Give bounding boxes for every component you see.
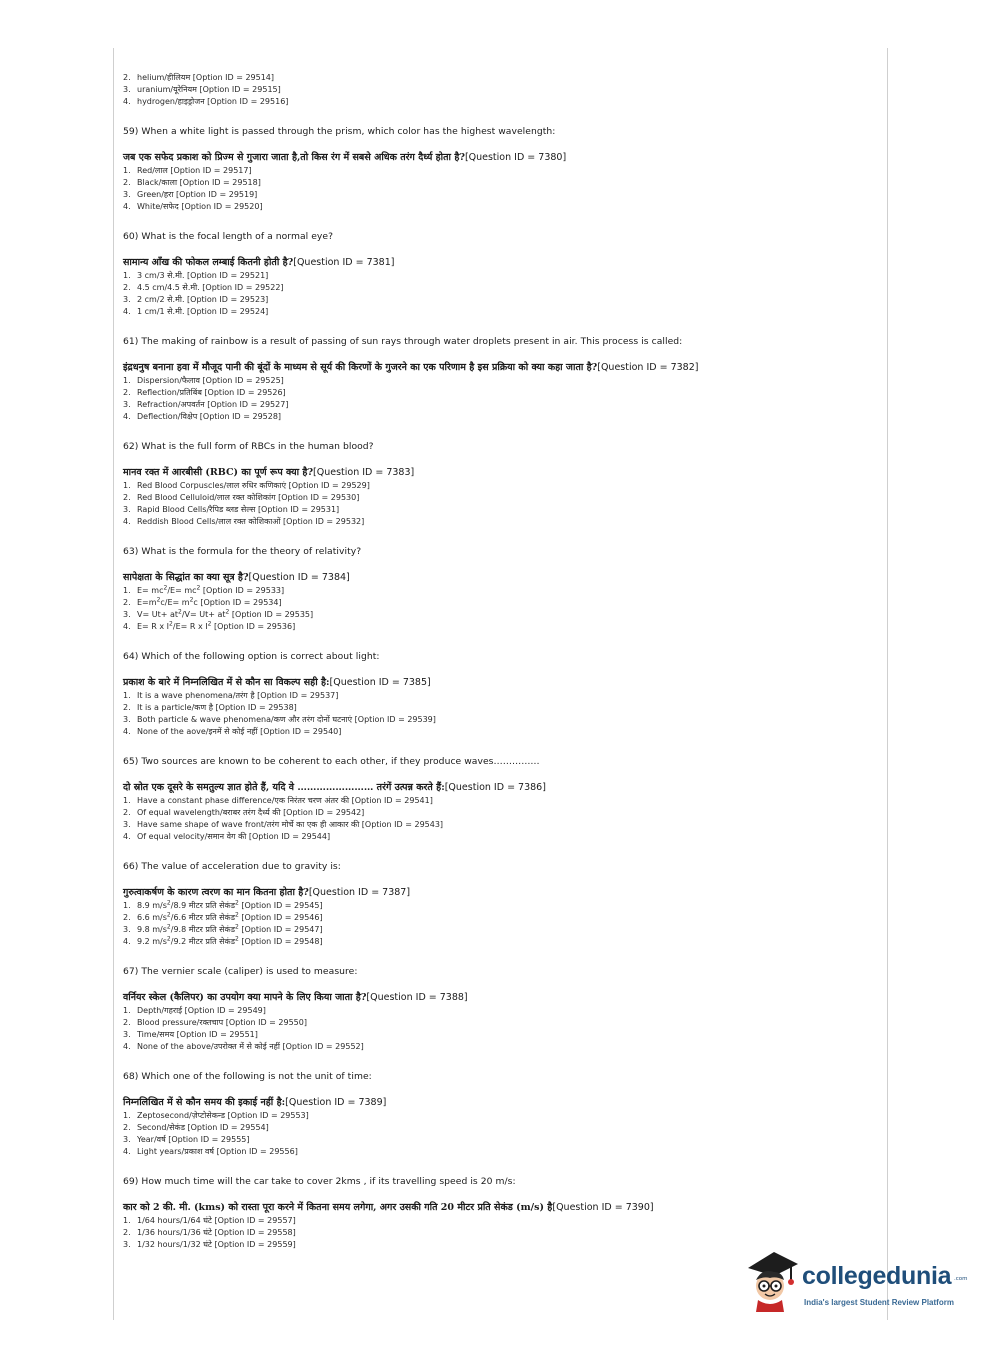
option-number: 3. (123, 400, 131, 409)
hindi-question-text: सापेक्षता के सिद्धांत का क्या सूत्र है? (123, 572, 249, 583)
option-text: Black/काला [Option ID = 29518] (137, 178, 261, 187)
answer-option (123, 270, 883, 282)
option-text: /V= Ut+ at (181, 610, 226, 619)
question-text-hindi (123, 361, 883, 375)
question-text-hindi (123, 886, 883, 900)
answer-option (123, 912, 883, 924)
option-number: 1. (123, 691, 131, 700)
option-text: E= mc (137, 586, 164, 595)
answer-option (123, 831, 883, 843)
answer-option (123, 807, 883, 819)
question-text: 65) Two sources are known to be coherent to each other, if they produce waves…………… (123, 756, 540, 767)
option-text: Both particle & wave phenomena/कण और तरंग दोनों घटनाएं [Option ID = 29539] (137, 715, 436, 724)
option-text: Second/सेकंड [Option ID = 29554] (137, 1123, 269, 1132)
option-number: 1. (123, 481, 131, 490)
superscript: 2 (166, 935, 171, 943)
option-text: 1/64 hours/1/64 घंटे [Option ID = 29557] (137, 1216, 296, 1225)
answer-option (123, 597, 883, 609)
option-text: Zeptosecond/ज़ेप्टोसेकन्ड [Option ID = 29553] (137, 1111, 309, 1120)
option-text: None of the above/उपरोक्त में से कोई नहीं [Option ID = 29552] (137, 1042, 364, 1051)
superscript: 2 (166, 923, 171, 931)
option-text: Deflection/विक्षेप [Option ID = 29528] (137, 412, 282, 421)
answer-option (123, 714, 883, 726)
hindi-question-text: जब एक सफेद प्रकाश को प्रिज्म से गुजारा जाता है,तो किस रंग में सबसे अधिक तरंग दैर्ध्य होता है? (123, 152, 465, 163)
question-text-hindi (123, 781, 883, 795)
question-id: [Question ID = 7381] (293, 257, 395, 268)
hindi-question-text: मानव रक्त में आरबीसी (RBC) का पूर्ण रूप क्या है? (123, 467, 314, 478)
option-number: 3. (123, 715, 131, 724)
option-number: 1. (123, 796, 131, 805)
option-number: 1. (123, 166, 131, 175)
option-text: Red Blood Corpuscles/लाल रुधिर कणिकाएं [Option ID = 29529] (137, 481, 370, 490)
option-text: uranium/यूरेनियम [Option ID = 29515] (137, 85, 281, 94)
option-number: 2. (123, 493, 131, 502)
option-number: 2. (123, 808, 131, 817)
option-text: /E= mc (167, 586, 197, 595)
option-number: 2. (123, 283, 131, 292)
answer-option (123, 504, 883, 516)
option-text: Time/समय [Option ID = 29551] (137, 1030, 258, 1039)
answer-option (123, 84, 883, 96)
answer-option (123, 165, 883, 177)
option-text: 1 cm/1 से.मी. [Option ID = 29524] (137, 307, 269, 316)
question-id: [Question ID = 7389] (285, 1097, 387, 1108)
option-text: White/सफेद [Option ID = 29520] (137, 202, 263, 211)
option-number: 4. (123, 307, 131, 316)
hindi-question-text: कार को 2 की. मी. (kms) को रास्ता पूरा करने में कितना समय लगेगा, अगर उसकी गति 20 मीटर प्रति सेकंड (m/s) है (123, 1202, 553, 1213)
superscript: 2 (234, 899, 239, 907)
hindi-question-text: सामान्य आँख की फोकल लम्बाई कितनी होती है? (123, 257, 294, 268)
option-number: 4. (123, 1147, 131, 1156)
option-number: 4. (123, 832, 131, 841)
answer-option (123, 585, 883, 597)
superscript: 2 (234, 911, 239, 919)
answer-option (123, 690, 883, 702)
question-id: [Question ID = 7384] (248, 572, 350, 583)
answer-option (123, 399, 883, 411)
option-text: It is a particle/कण है [Option ID = 29538] (137, 703, 297, 712)
answer-option (123, 306, 883, 318)
option-text: It is a wave phenomena/तरंग है [Option ID = 29537] (137, 691, 339, 700)
option-number: 2. (123, 1123, 131, 1132)
option-number: 3. (123, 1135, 131, 1144)
option-number: 2. (123, 388, 131, 397)
logo-tagline: India's largest Student Review Platform (804, 1298, 954, 1307)
question-text: 62) What is the full form of RBCs in the human blood? (123, 441, 374, 452)
option-text: /6.6 मीटर प्रति सेकंड (170, 913, 235, 922)
question-text: 64) Which of the following option is correct about light: (123, 651, 380, 662)
answer-option (123, 387, 883, 399)
superscript: 2 (169, 620, 173, 628)
option-text: 1/36 hours/1/36 घंटे [Option ID = 29558] (137, 1228, 296, 1237)
option-text: 6.6 m/s (137, 913, 167, 922)
answer-option (123, 1215, 883, 1227)
answer-option (123, 96, 883, 108)
superscript: 2 (166, 911, 171, 919)
option-number: 3. (123, 505, 131, 514)
option-number: 1. (123, 1111, 131, 1120)
question-text-hindi (123, 1096, 883, 1110)
question-text-hindi (123, 1201, 883, 1215)
question-text: 69) How much time will the car take to cover 2kms , if its travelling speed is 20 m/s: (123, 1176, 516, 1187)
option-number: 1. (123, 1216, 131, 1225)
option-number: 4. (123, 622, 131, 631)
answer-option (123, 411, 883, 423)
option-number: 3. (123, 295, 131, 304)
answer-option (123, 609, 883, 621)
option-text: /E= R x I (172, 622, 208, 631)
option-text: [Option ID = 29536] (211, 622, 296, 631)
option-text: Of equal velocity/समान वेग की [Option ID = 29544] (137, 832, 331, 841)
superscript: 2 (189, 596, 194, 604)
option-number: 2. (123, 73, 131, 82)
option-text: Green/हरा [Option ID = 29519] (137, 190, 258, 199)
option-number: 1. (123, 1006, 131, 1015)
answer-option (123, 1017, 883, 1029)
hindi-question-text: दो स्रोत एक दूसरे के समतुल्य ज्ञात होते हैं, यदि वे …………………… तरंगें उत्पन्न करते हैं: (123, 782, 445, 793)
option-text: E= R x I (137, 622, 170, 631)
option-text: Light years/प्रकाश वर्ष [Option ID = 29556] (137, 1147, 298, 1156)
superscript: 2 (163, 584, 168, 592)
option-text: c/E= m (160, 598, 190, 607)
question-text: 68) Which one of the following is not the unit of time: (123, 1071, 372, 1082)
option-text: helium/हीलियम [Option ID = 29514] (137, 73, 275, 82)
option-number: 3. (123, 820, 131, 829)
answer-option (123, 480, 883, 492)
answer-option (123, 936, 883, 948)
option-text: Have a constant phase difference/एक निरंतर चरण अंतर की [Option ID = 29541] (137, 796, 433, 805)
option-text: 4.5 cm/4.5 से.मी. [Option ID = 29522] (137, 283, 284, 292)
answer-option (123, 72, 883, 84)
option-number: 4. (123, 727, 131, 736)
logo-domain-suffix: .com (954, 1276, 968, 1282)
answer-option (123, 282, 883, 294)
option-text: Red/लाल [Option ID = 29517] (137, 166, 252, 175)
question-text-hindi (123, 151, 883, 165)
mascot-icon (740, 1248, 804, 1314)
superscript: 2 (166, 899, 171, 907)
answer-option (123, 492, 883, 504)
option-number: 4. (123, 97, 131, 106)
question-text-hindi (123, 676, 883, 690)
question-id: [Question ID = 7388] (366, 992, 468, 1003)
option-text: Blood pressure/रक्तचाप [Option ID = 29550] (137, 1018, 307, 1027)
option-number: 1. (123, 901, 131, 910)
question-text: 60) What is the focal length of a normal eye? (123, 231, 334, 242)
question-text-hindi (123, 571, 883, 585)
option-text: Dispersion/फैलाव [Option ID = 29525] (137, 376, 284, 385)
logo-brand-text: collegedunia (802, 1262, 952, 1290)
option-text: [Option ID = 29547] (238, 925, 323, 934)
answer-option (123, 702, 883, 714)
answer-option (123, 795, 883, 807)
answer-option (123, 375, 883, 387)
superscript: 2 (225, 608, 230, 616)
answer-option (123, 177, 883, 189)
option-text: /8.9 मीटर प्रति सेकंड (170, 901, 235, 910)
option-number: 1. (123, 376, 131, 385)
option-text: Reflection/प्रतिबिंब [Option ID = 29526] (137, 388, 286, 397)
collegedunia-logo[interactable] (740, 1246, 970, 1316)
question-text: 67) The vernier scale (caliper) is used to measure: (123, 966, 358, 977)
question-id: [Question ID = 7387] (308, 887, 411, 898)
option-number: 2. (123, 1228, 131, 1237)
superscript: 2 (156, 596, 161, 604)
option-text: E=m (137, 598, 157, 607)
question-list (123, 72, 883, 1251)
option-number: 1. (123, 271, 131, 280)
answer-option (123, 900, 883, 912)
answer-option (123, 294, 883, 306)
option-text: Depth/गहराई [Option ID = 29549] (137, 1006, 266, 1015)
option-number: 4. (123, 517, 131, 526)
hindi-question-text: निम्नलिखित में से कौन समय की इकाई नहीं है: (123, 1097, 286, 1108)
option-text: Rapid Blood Cells/रैपिड ब्लड सेल्स [Option ID = 29531] (137, 505, 340, 514)
question-text-hindi (123, 256, 883, 270)
option-text: 2 cm/2 से.मी. [Option ID = 29523] (137, 295, 269, 304)
option-number: 4. (123, 412, 131, 421)
option-text: [Option ID = 29545] (238, 901, 323, 910)
option-number: 3. (123, 610, 131, 619)
option-number: 2. (123, 913, 131, 922)
answer-option (123, 1227, 883, 1239)
option-text: 1/32 hours/1/32 घंटे [Option ID = 29559] (137, 1240, 296, 1249)
option-number: 4. (123, 1042, 131, 1051)
answer-option (123, 189, 883, 201)
question-text: 59) When a white light is passed through the prism, which color has the highest wavelength: (123, 126, 556, 137)
answer-option (123, 1029, 883, 1041)
answer-option (123, 201, 883, 213)
option-text: 9.8 m/s (137, 925, 167, 934)
answer-option (123, 516, 883, 528)
question-id: [Question ID = 7386] (444, 782, 546, 793)
hindi-question-text: गुरुत्वाकर्षण के कारण त्वरण का मान कितना होता है? (123, 887, 309, 898)
option-number: 2. (123, 703, 131, 712)
option-number: 2. (123, 178, 131, 187)
answer-option (123, 1005, 883, 1017)
question-id: [Question ID = 7380] (464, 152, 567, 163)
option-number: 3. (123, 85, 131, 94)
option-text: Red Blood Celluloid/लाल रक्त कोशिकांग [Option ID = 29530] (137, 493, 360, 502)
question-id: [Question ID = 7383] (313, 467, 415, 478)
hindi-question-text: इंद्रधनुष बनाना हवा में मौजूद पानी की बूंदों के माध्यम से सूर्य की किरणों के गुजरने का एक परिणाम है इस प्रक्रिया को क्या कहा जाता है? (123, 362, 598, 373)
superscript: 2 (178, 608, 182, 616)
answer-option (123, 924, 883, 936)
superscript: 2 (234, 923, 239, 931)
option-text: Year/वर्ष [Option ID = 29555] (137, 1135, 250, 1144)
answer-option (123, 621, 883, 633)
option-number: 3. (123, 1030, 131, 1039)
option-number: 2. (123, 1018, 131, 1027)
question-id: [Question ID = 7390] (552, 1202, 654, 1213)
option-text: /9.2 मीटर प्रति सेकंड (170, 937, 235, 946)
superscript: 2 (234, 935, 239, 943)
option-text: [Option ID = 29546] (238, 913, 323, 922)
question-text-hindi (123, 466, 883, 480)
answer-option (123, 1146, 883, 1158)
question-text: 63) What is the formula for the theory of relativity? (123, 546, 362, 557)
option-text: [Option ID = 29535] (229, 610, 314, 619)
hindi-question-text: प्रकाश के बारे में निम्नलिखित में से कौन सा विकल्प सही है: (123, 677, 330, 688)
answer-option (123, 726, 883, 738)
answer-option (123, 819, 883, 831)
option-text: [Option ID = 29533] (200, 586, 285, 595)
answer-option (123, 1122, 883, 1134)
answer-option (123, 1110, 883, 1122)
option-text: Refraction/अपवर्तन [Option ID = 29527] (137, 400, 289, 409)
option-text: 3 cm/3 से.मी. [Option ID = 29521] (137, 271, 269, 280)
option-text: Reddish Blood Cells/लाल रक्त कोशिकाओं [Option ID = 29532] (137, 517, 365, 526)
question-text: 66) The value of acceleration due to gravity is: (123, 861, 341, 872)
option-text: V= Ut+ at (137, 610, 178, 619)
option-text: /9.8 मीटर प्रति सेकंड (170, 925, 235, 934)
option-text: Have same shape of wave front/तरंग मोर्चे का एक ही आकार की [Option ID = 29543] (137, 820, 444, 829)
option-number: 3. (123, 1240, 131, 1249)
answer-option (123, 1134, 883, 1146)
question-text-hindi (123, 991, 883, 1005)
option-number: 3. (123, 190, 131, 199)
option-text: c [Option ID = 29534] (193, 598, 282, 607)
hindi-question-text: वर्नियर स्केल (कैलिपर) का उपयोग क्या मापने के लिए किया जाता है? (123, 992, 367, 1003)
option-number: 4. (123, 202, 131, 211)
option-text: None of the aove/इनमें से कोई नहीं [Option ID = 29540] (137, 727, 342, 736)
option-number: 1. (123, 586, 131, 595)
option-number: 2. (123, 598, 131, 607)
question-id: [Question ID = 7382] (597, 362, 699, 373)
answer-option (123, 1041, 883, 1053)
option-text: Of equal wavelength/बराबर तरंग दैर्ध्य की [Option ID = 29542] (137, 808, 365, 817)
option-text: 8.9 m/s (137, 901, 167, 910)
question-text: 61) The making of rainbow is a result of passing of sun rays through water droplets present in air. This process is called: (123, 336, 683, 347)
question-id: [Question ID = 7385] (329, 677, 431, 688)
option-text: 9.2 m/s (137, 937, 167, 946)
option-text: hydrogen/हाइड्रोजन [Option ID = 29516] (137, 97, 289, 106)
option-text: [Option ID = 29548] (238, 937, 323, 946)
option-number: 3. (123, 925, 131, 934)
superscript: 2 (207, 620, 212, 628)
superscript: 2 (196, 584, 201, 592)
option-number: 4. (123, 937, 131, 946)
